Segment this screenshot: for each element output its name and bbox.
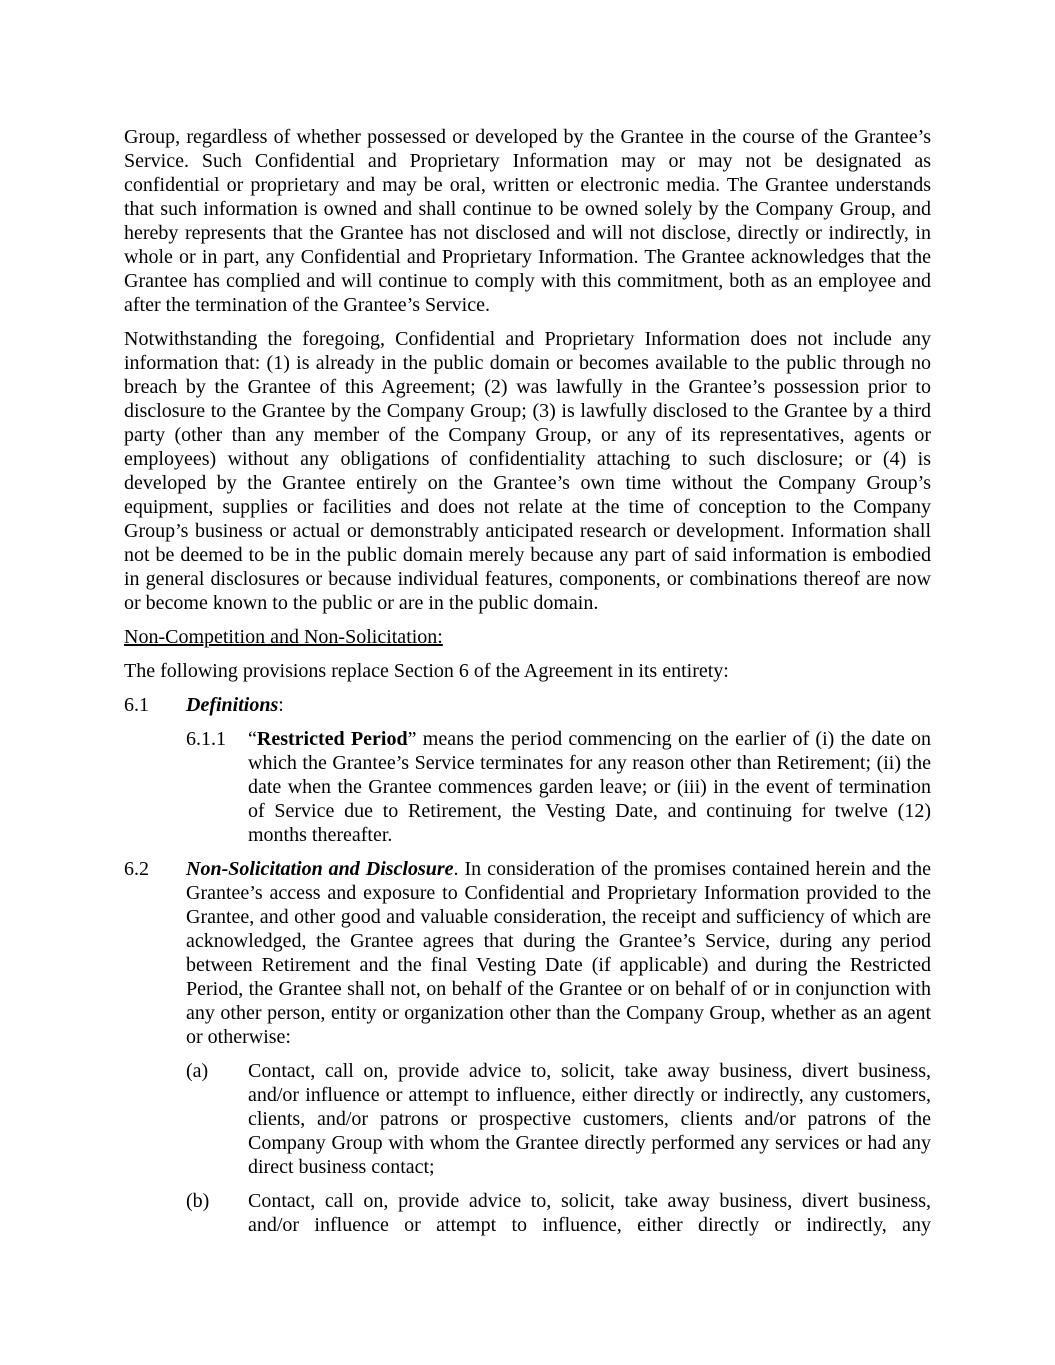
section-body [248, 727, 931, 847]
section-body [186, 857, 931, 1049]
colon: : [278, 694, 284, 716]
item-label: (a) [186, 1060, 209, 1082]
item-text: Contact, call on, provide advice to, solicit, take away business, divert business, and/or influence or attempt to influence, either directly or indirectly, any customers, clients, and/or patrons or prospective customers, clients and/or patrons of the Company Group with whom the Grantee directly performed any services or had any direct business contact; [248, 1060, 931, 1178]
section-text: . In consideration of the promises contained herein and the Grantee’s access and exposure to Confidential and Proprietary Information provided to the Grantee, and other good and valuable consideration, the receipt and sufficiency of which are acknowledged, the Grantee agrees that during the Grantee’s Service, during any period between Retirement and the final Vesting Date (if applicable) and during the Restricted Period, the Grantee shall not, on behalf of the Grantee or on behalf of or in conjunction with any other person, entity or organization other than the Company Group, whether as an agent or otherwise: [186, 858, 931, 1048]
section-6-1 [124, 693, 931, 717]
list-item [186, 1059, 931, 1179]
section-heading: Non-Competition and Non-Solicitation: [124, 626, 443, 648]
definition-text: ” means the period commencing on the earlier of (i) the date on which the Grantee’s Service terminates for any reason other than Retirement; (ii) the date when the Grantee commences garden leave; or (iii) in the event of termination of Service due to Retirement, the Vesting Date, and continuing for twelve (12) months thereafter. [248, 728, 932, 846]
item-label: (b) [186, 1190, 210, 1212]
list-item [186, 1189, 931, 1237]
defined-term: Restricted Period [256, 728, 408, 750]
section-number: 6.1 [124, 694, 149, 716]
section-6-1-1 [186, 727, 931, 847]
section-title: Definitions [186, 694, 279, 716]
item-text: Contact, call on, provide advice to, solicit, take away business, divert business, and/or influence or attempt to influence, either directly or indirectly, any [248, 1190, 931, 1236]
section-title: Non-Solicitation and Disclosure [186, 858, 454, 880]
section-6-2 [124, 857, 931, 1049]
exclusions-paragraph: Notwithstanding the foregoing, Confidential and Proprietary Information does not include any information that: (1) is already in the public domain or becomes available to the public through no breach by the Grantee of this Agreement; (2) was lawfully in the Grantee’s possession prior to disclosure to the Grantee by the Company Group; (3) is lawfully disclosed to the Grantee by a third party (other than any member of the Company Group, or any of its representatives, agents or employees) without any obligations of confidentiality attaching to such disclosure; or (4) is developed by the Grantee entirely on the Grantee’s own time without the Company Group’s equipment, supplies or facilities and does not relate at the time of conception to the Company Group’s business or actual or demonstrably anticipated research or development. Information shall not be deemed to be in the public domain merely because any part of said information is embodied in general disclosures or because individual features, components, or combinations thereof are now or become known to the public or are in the public domain. [124, 328, 931, 614]
intro-paragraph: The following provisions replace Section 6 of the Agreement in its entirety: [124, 660, 729, 682]
section-number: 6.2 [124, 858, 149, 880]
confidentiality-paragraph: Group, regardless of whether possessed or developed by the Grantee in the course of the Grantee’s Service. Such Confidential and Proprietary Information may or may not be designated as confidential or proprietary and may be oral, written or electronic media. The Grantee understands that such information is owned and shall continue to be owned solely by the Company Group, and hereby represents that the Grantee has not disclosed and will not disclose, directly or indirectly, in whole or in part, any Confidential and Proprietary Information. The Grantee acknowledges that the Grantee has complied and will continue to comply with this commitment, both as an employee and after the termination of the Grantee’s Service. [124, 126, 931, 316]
section-number: 6.1.1 [186, 728, 226, 750]
quote: “ [248, 728, 257, 750]
document-page [124, 125, 931, 1247]
